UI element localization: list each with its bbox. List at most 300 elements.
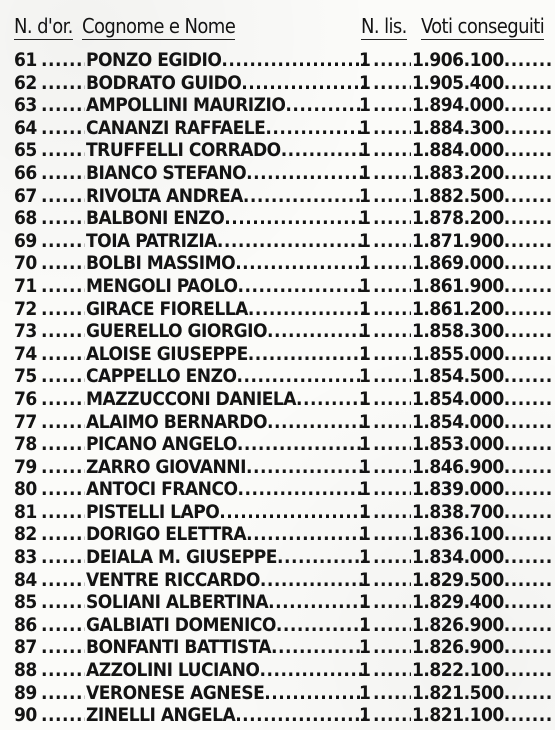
dot-leader — [248, 343, 366, 365]
dot-leader — [217, 230, 366, 252]
dot-leader — [265, 117, 366, 139]
candidate-name: ZINELLI ANGELA — [86, 704, 236, 727]
votes-value: 1.906.100 — [412, 49, 504, 71]
list-number: 1 — [359, 546, 371, 569]
order-number: 63 — [14, 94, 37, 117]
dot-leader — [271, 636, 366, 658]
votes-cell — [412, 682, 552, 704]
votes-value: 1.838.700 — [412, 500, 504, 523]
dot-leader — [373, 139, 411, 161]
dot-leader — [504, 343, 552, 365]
candidate-name: ALOISE GIUSEPPE — [86, 342, 248, 365]
dot-leader — [373, 275, 411, 297]
dot-leader — [373, 185, 411, 207]
votes-value: 1.822.100 — [412, 659, 504, 682]
header-name: Cognome e Nome — [82, 14, 236, 38]
table-row — [14, 501, 554, 524]
candidate-name-cell — [86, 275, 366, 297]
dot-leader — [246, 162, 366, 184]
votes-value: 1.855.000 — [412, 342, 504, 365]
dot-leader — [373, 365, 411, 387]
list-number: 1 — [359, 500, 371, 523]
table-row — [14, 433, 554, 456]
candidate-name-cell — [86, 523, 366, 545]
list-number: 1 — [359, 478, 371, 501]
table-row — [14, 365, 554, 388]
votes-cell — [412, 343, 552, 365]
list-number: 1 — [359, 320, 371, 343]
table-row — [14, 275, 554, 298]
order-number: 90 — [14, 704, 37, 727]
candidate-name-cell — [86, 320, 366, 342]
dot-leader — [41, 320, 85, 342]
candidate-name: VENTRE RICCARDO — [86, 568, 260, 591]
candidate-name: AMPOLLINI MAURIZIO — [86, 94, 286, 117]
dot-leader — [373, 636, 411, 658]
votes-cell — [412, 207, 552, 229]
list-number: 1 — [359, 297, 371, 320]
dot-leader — [373, 659, 411, 681]
candidate-name-cell — [86, 207, 366, 229]
dot-leader — [373, 501, 411, 523]
dot-leader — [504, 139, 552, 161]
dot-leader — [238, 478, 366, 500]
candidate-name-cell — [86, 162, 366, 184]
dot-leader — [260, 569, 366, 591]
dot-leader — [373, 252, 411, 274]
candidate-name-cell — [86, 72, 366, 94]
votes-cell — [412, 230, 552, 252]
table-row — [14, 49, 554, 72]
votes-value: 1.826.900 — [412, 613, 504, 636]
dot-leader — [243, 185, 366, 207]
votes-cell — [412, 569, 552, 591]
dot-leader — [373, 207, 411, 229]
votes-value: 1.858.300 — [412, 320, 504, 343]
order-number: 67 — [14, 184, 37, 207]
dot-leader — [41, 162, 85, 184]
order-number: 89 — [14, 681, 37, 704]
votes-cell — [412, 139, 552, 161]
table-row — [14, 320, 554, 343]
dot-leader — [504, 72, 552, 94]
candidate-name-cell — [86, 49, 366, 71]
candidate-name: GIRACE FIORELLA — [86, 297, 248, 320]
table-row — [14, 117, 554, 140]
dot-leader — [504, 207, 552, 229]
votes-cell — [412, 591, 552, 613]
candidate-name-cell — [86, 388, 366, 410]
dot-leader — [373, 411, 411, 433]
dot-leader — [373, 117, 411, 139]
candidate-name: AZZOLINI LUCIANO — [86, 659, 260, 682]
dot-leader — [268, 591, 366, 613]
list-number: 1 — [359, 387, 371, 410]
dot-leader — [41, 478, 85, 500]
votes-value: 1.854.500 — [412, 365, 504, 388]
dot-leader — [267, 320, 366, 342]
dot-leader — [237, 365, 367, 387]
votes-value: 1.894.000 — [412, 94, 504, 117]
dot-leader — [276, 614, 366, 636]
header-votes: Voti conseguiti — [421, 14, 545, 38]
dot-leader — [41, 501, 85, 523]
dot-leader — [41, 546, 85, 568]
candidate-name: TRUFFELLI CORRADO — [86, 139, 281, 162]
order-number: 78 — [14, 433, 37, 456]
order-number: 79 — [14, 455, 37, 478]
votes-cell — [412, 433, 552, 455]
votes-cell — [412, 636, 552, 658]
order-number: 88 — [14, 659, 37, 682]
votes-value: 1.861.900 — [412, 274, 504, 297]
list-number: 1 — [359, 71, 371, 94]
votes-cell — [412, 546, 552, 568]
votes-value: 1.821.500 — [412, 681, 504, 704]
list-number: 1 — [359, 139, 371, 162]
list-number: 1 — [359, 184, 371, 207]
table-row — [14, 569, 554, 592]
order-number: 61 — [14, 49, 37, 71]
order-number: 81 — [14, 500, 37, 523]
dot-leader — [296, 388, 366, 410]
list-number: 1 — [359, 568, 371, 591]
candidate-name: BODRATO GUIDO — [86, 71, 242, 94]
table-row — [14, 523, 554, 546]
dot-leader — [373, 49, 411, 71]
table-row — [14, 343, 554, 366]
dot-leader — [41, 117, 85, 139]
dot-leader — [504, 230, 552, 252]
candidate-name-cell — [86, 569, 366, 591]
list-number: 1 — [359, 49, 371, 71]
dot-leader — [41, 72, 85, 94]
dot-leader — [504, 298, 552, 320]
candidate-name: CAPPELLO ENZO — [86, 365, 237, 388]
dot-leader — [504, 523, 552, 545]
list-number: 1 — [359, 636, 371, 659]
votes-value: 1.821.100 — [412, 704, 504, 727]
dot-leader — [267, 411, 366, 433]
candidate-name: BIANCO STEFANO — [86, 161, 247, 184]
table-row — [14, 614, 554, 637]
candidate-name: DORIGO ELETTRA — [86, 523, 247, 546]
order-number: 74 — [14, 342, 37, 365]
dot-leader — [246, 523, 366, 545]
table-row — [14, 207, 554, 230]
order-number: 75 — [14, 365, 37, 388]
table-row — [14, 591, 554, 614]
list-number: 1 — [359, 523, 371, 546]
candidate-name: ALAIMO BERNARDO — [86, 410, 267, 433]
dot-leader — [373, 478, 411, 500]
dot-leader — [41, 614, 85, 636]
dot-leader — [41, 411, 85, 433]
dot-leader — [373, 591, 411, 613]
candidate-name: GUERELLO GIORGIO — [86, 320, 267, 343]
dot-leader — [373, 569, 411, 591]
list-number: 1 — [359, 704, 371, 727]
table-header — [14, 14, 554, 40]
candidate-name-cell — [86, 456, 366, 478]
candidate-name-cell — [86, 478, 366, 500]
candidate-name-cell — [86, 636, 366, 658]
order-number: 62 — [14, 71, 37, 94]
votes-value: 1.861.200 — [412, 297, 504, 320]
votes-value: 1.839.000 — [412, 478, 504, 501]
votes-cell — [412, 275, 552, 297]
dot-leader — [504, 94, 552, 116]
candidate-name: ZARRO GIOVANNI — [86, 455, 246, 478]
dot-leader — [504, 411, 552, 433]
order-number: 72 — [14, 297, 37, 320]
order-number: 68 — [14, 207, 37, 230]
candidate-name-cell — [86, 501, 366, 523]
dot-leader — [224, 207, 366, 229]
dot-leader — [504, 117, 552, 139]
dot-leader — [41, 569, 85, 591]
votes-value: 1.846.900 — [412, 455, 504, 478]
dot-leader — [41, 659, 85, 681]
list-number: 1 — [359, 274, 371, 297]
candidate-name-cell — [86, 343, 366, 365]
list-number: 1 — [359, 161, 371, 184]
order-number: 69 — [14, 229, 37, 252]
list-number: 1 — [359, 365, 371, 388]
votes-value: 1.826.900 — [412, 636, 504, 659]
dot-leader — [41, 704, 85, 726]
dot-leader — [373, 94, 411, 116]
dot-leader — [373, 614, 411, 636]
dot-leader — [241, 72, 366, 94]
table-row — [14, 139, 554, 162]
table-row — [14, 411, 554, 434]
dot-leader — [504, 636, 552, 658]
votes-cell — [412, 478, 552, 500]
list-number: 1 — [359, 229, 371, 252]
dot-leader — [373, 523, 411, 545]
votes-value: 1.854.000 — [412, 387, 504, 410]
candidate-name-cell — [86, 117, 366, 139]
votes-value: 1.884.300 — [412, 116, 504, 139]
dot-leader — [277, 546, 366, 568]
dot-leader — [248, 298, 366, 320]
candidate-name: PISTELLI LAPO — [86, 500, 220, 523]
list-number: 1 — [359, 455, 371, 478]
candidate-name-cell — [86, 614, 366, 636]
dot-leader — [41, 365, 85, 387]
votes-cell — [412, 501, 552, 523]
dot-leader — [373, 456, 411, 478]
order-number: 66 — [14, 161, 37, 184]
dot-leader — [41, 230, 85, 252]
dot-leader — [504, 682, 552, 704]
dot-leader — [41, 275, 85, 297]
dot-leader — [41, 94, 85, 116]
dot-leader — [504, 546, 552, 568]
votes-value: 1.882.500 — [412, 184, 504, 207]
candidate-name-cell — [86, 230, 366, 252]
dot-leader — [281, 139, 366, 161]
table-row — [14, 546, 554, 569]
dot-leader — [41, 682, 85, 704]
candidate-name-cell — [86, 546, 366, 568]
table-row — [14, 72, 554, 95]
dot-leader — [219, 501, 366, 523]
header-order-number: N. d'or. — [14, 14, 73, 38]
dot-leader — [41, 49, 85, 71]
votes-value: 1.829.400 — [412, 591, 504, 614]
list-number: 1 — [359, 116, 371, 139]
dot-leader — [504, 569, 552, 591]
table-row — [14, 704, 554, 727]
dot-leader — [41, 456, 85, 478]
table-row — [14, 185, 554, 208]
dot-leader — [504, 456, 552, 478]
dot-leader — [237, 433, 366, 455]
dot-leader — [373, 320, 411, 342]
votes-cell — [412, 252, 552, 274]
votes-cell — [412, 185, 552, 207]
order-number: 82 — [14, 523, 37, 546]
votes-cell — [412, 49, 552, 71]
candidate-name: BONFANTI BATTISTA — [86, 636, 271, 659]
list-number: 1 — [359, 433, 371, 456]
dot-leader — [373, 682, 411, 704]
votes-value: 1.869.000 — [412, 252, 504, 275]
votes-value: 1.836.100 — [412, 523, 504, 546]
order-number: 65 — [14, 139, 37, 162]
candidate-name-cell — [86, 94, 366, 116]
candidate-name-cell — [86, 185, 366, 207]
dot-leader — [373, 162, 411, 184]
dot-leader — [504, 162, 552, 184]
order-number: 77 — [14, 410, 37, 433]
dot-leader — [41, 207, 85, 229]
dot-leader — [235, 252, 366, 274]
dot-leader — [373, 704, 411, 726]
candidate-name: GALBIATI DOMENICO — [86, 613, 276, 636]
order-number: 85 — [14, 591, 37, 614]
order-number: 86 — [14, 613, 37, 636]
dot-leader — [504, 185, 552, 207]
dot-leader — [373, 298, 411, 320]
candidate-name: MENGOLI PAOLO — [86, 274, 238, 297]
header-list-number: N. lis. — [361, 14, 407, 38]
votes-value: 1.829.500 — [412, 568, 504, 591]
dot-leader — [504, 275, 552, 297]
votes-value: 1.905.400 — [412, 71, 504, 94]
votes-value: 1.871.900 — [412, 229, 504, 252]
list-number: 1 — [359, 613, 371, 636]
votes-value: 1.883.200 — [412, 161, 504, 184]
table-row — [14, 659, 554, 682]
candidate-name-cell — [86, 433, 366, 455]
votes-value: 1.884.000 — [412, 139, 504, 162]
candidate-name-cell — [86, 704, 366, 726]
candidate-name: PONZO EGIDIO — [86, 49, 222, 71]
dot-leader — [504, 49, 552, 71]
table-row — [14, 456, 554, 479]
list-number: 1 — [359, 252, 371, 275]
candidate-name: CANANZI RAFFAELE — [86, 116, 266, 139]
votes-cell — [412, 94, 552, 116]
dot-leader — [504, 704, 552, 726]
order-number: 76 — [14, 387, 37, 410]
table-row — [14, 252, 554, 275]
dot-leader — [373, 546, 411, 568]
list-number: 1 — [359, 410, 371, 433]
dot-leader — [41, 523, 85, 545]
dot-leader — [264, 682, 366, 704]
dot-leader — [41, 388, 85, 410]
order-number: 84 — [14, 568, 37, 591]
dot-leader — [41, 636, 85, 658]
candidate-name: BALBONI ENZO — [86, 207, 225, 230]
dot-leader — [504, 320, 552, 342]
candidate-name: PICANO ANGELO — [86, 433, 237, 456]
votes-cell — [412, 388, 552, 410]
order-number: 70 — [14, 252, 37, 275]
dot-leader — [373, 433, 411, 455]
dot-leader — [259, 659, 366, 681]
candidate-name-cell — [86, 659, 366, 681]
table-row — [14, 388, 554, 411]
dot-leader — [504, 614, 552, 636]
dot-leader — [221, 49, 366, 71]
candidate-name-cell — [86, 591, 366, 613]
order-number: 83 — [14, 546, 37, 569]
dot-leader — [41, 433, 85, 455]
dot-leader — [41, 343, 85, 365]
votes-cell — [412, 704, 552, 726]
candidate-name-cell — [86, 139, 366, 161]
candidate-name: BOLBI MASSIMO — [86, 252, 236, 275]
dot-leader — [504, 501, 552, 523]
dot-leader — [238, 275, 366, 297]
table-row — [14, 94, 554, 117]
votes-cell — [412, 320, 552, 342]
list-number: 1 — [359, 94, 371, 117]
votes-cell — [412, 72, 552, 94]
results-table — [14, 49, 554, 727]
list-number: 1 — [359, 207, 371, 230]
table-row — [14, 230, 554, 253]
dot-leader — [41, 139, 85, 161]
dot-leader — [285, 94, 366, 116]
list-number: 1 — [359, 681, 371, 704]
candidate-name-cell — [86, 682, 366, 704]
table-row — [14, 478, 554, 501]
dot-leader — [373, 72, 411, 94]
votes-cell — [412, 614, 552, 636]
votes-cell — [412, 162, 552, 184]
dot-leader — [41, 185, 85, 207]
dot-leader — [504, 388, 552, 410]
candidate-name: VERONESE AGNESE — [86, 681, 265, 704]
dot-leader — [504, 365, 552, 387]
candidate-name-cell — [86, 252, 366, 274]
votes-cell — [412, 411, 552, 433]
list-number: 1 — [359, 342, 371, 365]
order-number: 64 — [14, 116, 37, 139]
votes-cell — [412, 456, 552, 478]
candidate-name: RIVOLTA ANDREA — [86, 184, 243, 207]
order-number: 71 — [14, 274, 37, 297]
table-row — [14, 162, 554, 185]
votes-cell — [412, 117, 552, 139]
dot-leader — [373, 230, 411, 252]
